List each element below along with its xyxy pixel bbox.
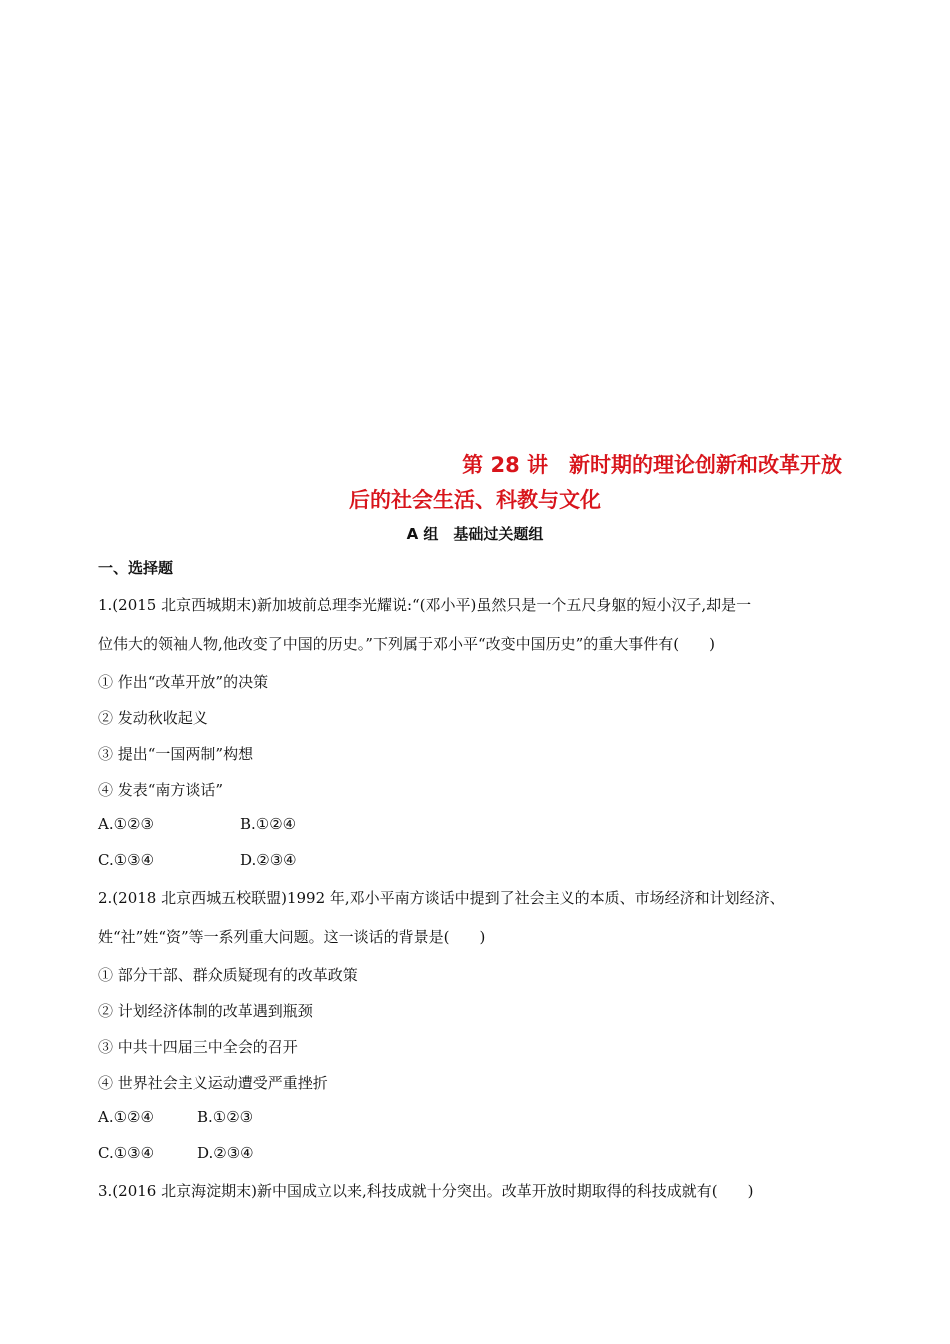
lecture-title-line1: 第 28 讲 新时期的理论创新和改革开放 [462, 453, 842, 477]
q1-stem-line1: 1.(2015 北京西城期末)新加坡前总理李光耀说:“(邓小平)虽然只是一个五尺身躯的短小汉子,却是一 [98, 596, 752, 614]
q2-item-4: ④ 世界社会主义运动遭受严重挫折 [98, 1074, 328, 1092]
q2-item-3: ③ 中共十四届三中全会的召开 [98, 1038, 298, 1056]
q1-item-3: ③ 提出“一国两制”构想 [98, 745, 254, 763]
q2-option-a: A.①②④ [98, 1108, 154, 1126]
q1-stem-line2: 位伟大的领袖人物,他改变了中国的历史。”下列属于邓小平“改变中国历史”的重大事件有( ) [98, 635, 715, 653]
q1-option-c: C.①③④ [98, 851, 155, 869]
q1-option-a: A.①②③ [98, 815, 154, 833]
lecture-title-line2: 后的社会生活、科教与文化 [349, 488, 601, 512]
q2-option-d: D.②③④ [197, 1144, 254, 1162]
q2-item-2: ② 计划经济体制的改革遇到瓶颈 [98, 1002, 313, 1020]
q1-option-b: B.①②④ [240, 815, 297, 833]
q1-item-2: ② 发动秋收起义 [98, 709, 208, 727]
q1-item-1: ① 作出“改革开放”的决策 [98, 673, 269, 691]
q2-stem-line1: 2.(2018 北京西城五校联盟)1992 年,邓小平南方谈话中提到了社会主义的本质、市场经济和计划经济、 [98, 889, 785, 907]
q2-option-b: B.①②③ [197, 1108, 254, 1126]
q2-item-1: ① 部分干部、群众质疑现有的改革政策 [98, 966, 358, 984]
q3-stem-line1: 3.(2016 北京海淀期末)新中国成立以来,科技成就十分突出。改革开放时期取得的科技成就有( ) [98, 1182, 754, 1200]
group-heading: A 组 基础过关题组 [406, 525, 544, 543]
q1-option-d: D.②③④ [240, 851, 297, 869]
q2-stem-line2: 姓“社”姓“资”等一系列重大问题。这一谈话的背景是( ) [98, 928, 486, 946]
q2-option-c: C.①③④ [98, 1144, 155, 1162]
section-heading: 一、选择题 [98, 559, 174, 577]
q1-item-4: ④ 发表“南方谈话” [98, 781, 224, 799]
